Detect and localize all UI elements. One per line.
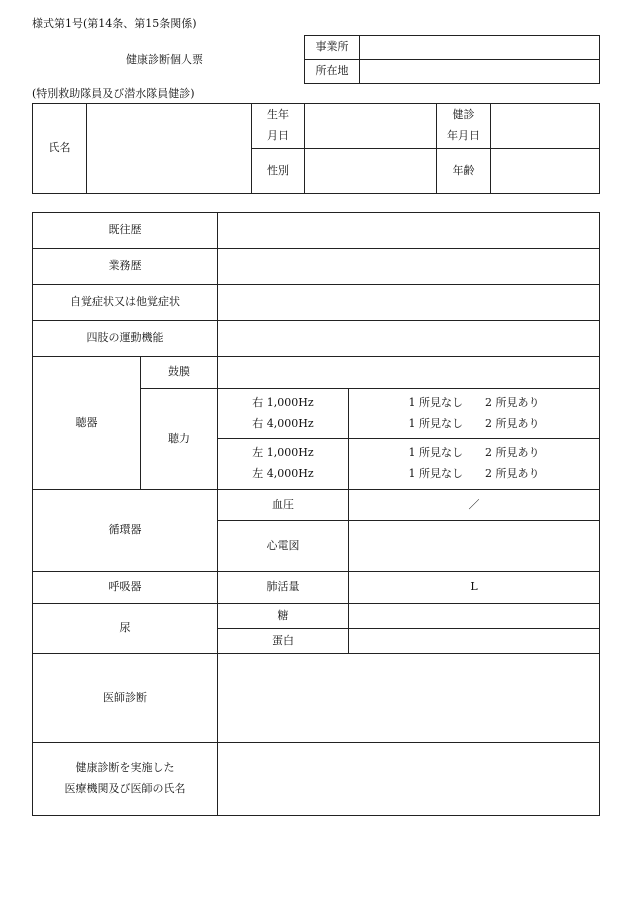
- blood-pressure-label: 血圧: [218, 490, 349, 521]
- symptoms-label: 自覚症状又は他覚症状: [33, 285, 218, 321]
- address-field[interactable]: [360, 60, 600, 84]
- form-subtitle: (特別救助隊員及び潜水隊員健診): [32, 87, 195, 100]
- exam-table: [32, 212, 600, 816]
- name-label: 氏名: [33, 104, 87, 194]
- past-history-label: 既往歴: [33, 213, 218, 249]
- protein-label: 蛋白: [218, 629, 349, 654]
- sex-field[interactable]: [305, 149, 437, 194]
- right-ear-frequencies: 右 1,000Hz 右 4,000Hz: [218, 389, 349, 439]
- sex-label: 性別: [252, 149, 305, 194]
- personal-table: [32, 103, 600, 194]
- limb-function-field[interactable]: [218, 321, 600, 357]
- name-field[interactable]: [87, 104, 252, 194]
- right-ear-findings[interactable]: 1 所見なし 2 所見あり 1 所見なし 2 所見あり: [349, 389, 600, 439]
- age-field[interactable]: [491, 149, 600, 194]
- circulatory-label: 循環器: [33, 490, 218, 572]
- work-history-label: 業務歴: [33, 249, 218, 285]
- eardrum-field[interactable]: [218, 357, 600, 389]
- exam-date-field[interactable]: [491, 104, 600, 149]
- institution-field[interactable]: [218, 743, 600, 816]
- sugar-field[interactable]: [349, 604, 600, 629]
- office-table: [304, 35, 600, 84]
- office-label: 事業所: [305, 36, 360, 60]
- left-ear-findings[interactable]: 1 所見なし 2 所見あり 1 所見なし 2 所見あり: [349, 439, 600, 490]
- symptoms-field[interactable]: [218, 285, 600, 321]
- past-history-field[interactable]: [218, 213, 600, 249]
- institution-label: 健康診断を実施した 医療機関及び医師の氏名: [33, 743, 218, 816]
- protein-field[interactable]: [349, 629, 600, 654]
- exam-date-label: 健診 年月日: [437, 104, 491, 149]
- vital-capacity-field[interactable]: L: [349, 572, 600, 604]
- form-number: 様式第1号(第14条、第15条関係): [32, 17, 197, 30]
- respiratory-label: 呼吸器: [33, 572, 218, 604]
- doctor-diagnosis-label: 医師診断: [33, 654, 218, 743]
- hearing-label: 聴器: [33, 357, 141, 490]
- age-label: 年齢: [437, 149, 491, 194]
- blood-pressure-field[interactable]: ／: [349, 490, 600, 521]
- limb-function-label: 四肢の運動機能: [33, 321, 218, 357]
- office-field[interactable]: [360, 36, 600, 60]
- work-history-field[interactable]: [218, 249, 600, 285]
- doctor-diagnosis-field[interactable]: [218, 654, 600, 743]
- address-label: 所在地: [305, 60, 360, 84]
- page-title: 健康診断個人票: [126, 53, 203, 66]
- sugar-label: 糖: [218, 604, 349, 629]
- vital-capacity-label: 肺活量: [218, 572, 349, 604]
- birth-date-field[interactable]: [305, 104, 437, 149]
- hearing-ability-label: 聴力: [141, 389, 218, 490]
- ecg-label: 心電図: [218, 521, 349, 572]
- left-ear-frequencies: 左 1,000Hz 左 4,000Hz: [218, 439, 349, 490]
- urine-label: 尿: [33, 604, 218, 654]
- eardrum-label: 鼓膜: [141, 357, 218, 389]
- birth-date-label: 生年 月日: [252, 104, 305, 149]
- ecg-field[interactable]: [349, 521, 600, 572]
